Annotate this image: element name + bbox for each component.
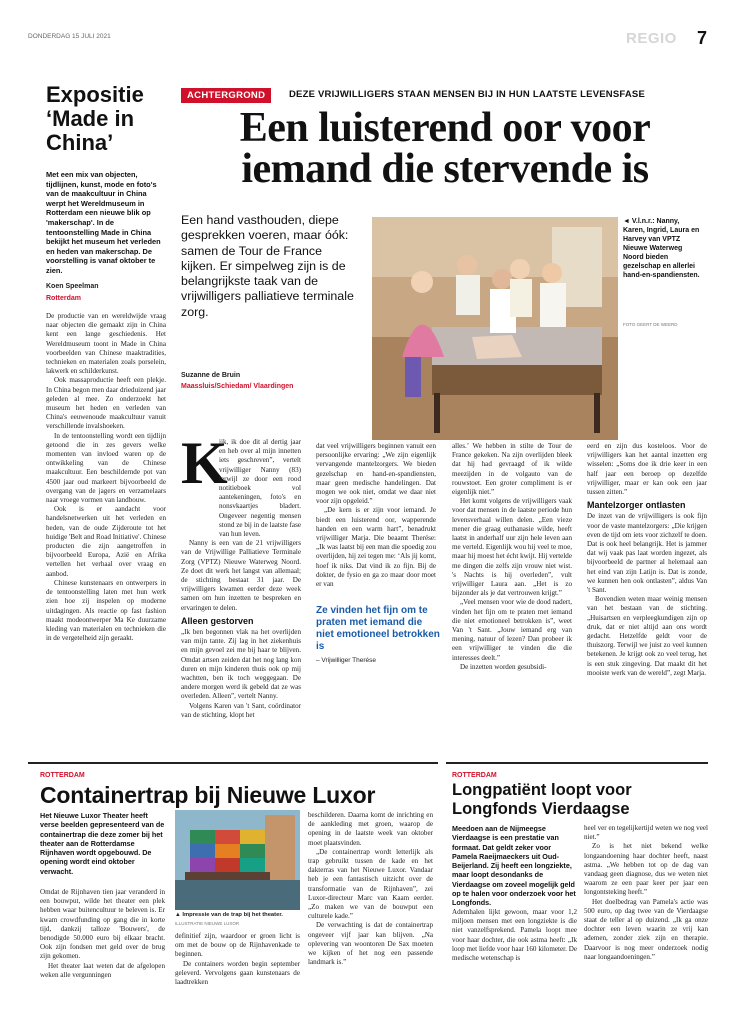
- luxor-paragraph: „De containertrap wordt letterlijk als trap gebruikt tussen de kade en het dakterras van het Nieuwe Luxor. Vandaar heb je een fantastisch uitzicht over de transformatie van de Rijnhaven”, zei Luxor-directeur Marc van Kaam eerder. „Zo maken we van de bouwput een culturele kade.”: [308, 847, 433, 921]
- photo-caption: ◄ V.l.n.r.: Nanny, Karen, Ingrid, Laura en Harvey van VPTZ Nieuwe Waterweg Noord bieden gezelschap en allerlei hand-en-spandiensten.: [623, 218, 700, 279]
- article-paragraph: Het komt volgens de vrijwilligers vaak voor dat mensen in de laatste periode hun levensverhaal willen delen. „Een vieze mener die graag euthanasie wilde, heeft laatst in anderhalf uur zijn hele leven aan me verteld. Eigenlijk wou hij veel te moe, maar hij moest het écht kwijt. Hij vertelde me dingen die zelfs zijn vrouw niet wist. 's Nachts is hij overleden”, vult vrijwilliger Laura aan. „Het is zo bijzonder als je dat vertrouwen krijgt.”: [452, 497, 572, 598]
- longfonds-paragraph: Zo is het niet bekend welke longaandoening haar dochter heeft, naast astma. „We hebben tot op de dag van vandaag geen diagnose, dus we weten niet waarom ze een paar keer per jaar een longontsteking heeft.”: [584, 842, 708, 897]
- container-stairs-illustration: [175, 810, 300, 910]
- luxor-paragraph: De containers worden begin september geleverd. Vervolgens gaan kunstenaars de laadtrekken: [175, 959, 300, 987]
- article-paragraph: „Ik ben begonnen vlak na het overlijden van mijn tante. Zij lag in het ziekenhuis en mijn gevoel zei me bij haar te blijven. Omdat artsen zeiden dat het nog lang kon duren en mijn kinderen thuis ook op mij wachtten, ben ik toch weggegaan. De andere morgen werd ik gebeld dat ze was overleden. Alleen”, vertelt Nanny.: [181, 628, 301, 701]
- article-paragraph: dat veel vrijwilligers beginnen vanuit een persoonlijke ervaring: „We zijn eigenlijk vervangende mantelzorgers. We bieden gezelschap en hand-en-spandiensten, maar geen medische handelingen. Dat mogen we ook niet, omdat we daar niet voor zijn opgeleid.”: [316, 442, 436, 506]
- article-paragraph: De inzetten worden gesubsidi-: [460, 662, 547, 671]
- luxor-caption: [175, 912, 300, 928]
- article-intro: Een hand vasthouden, diepe gesprekken voeren, maar óók: samen de Tour de France kijken. Er simpelweg zijn is de belangrijkste taak van de vrijwilligers palliatieve terminale zorg.: [181, 213, 354, 319]
- luxor-paragraph: definitief zijn, waardoor er groen licht is om met de bouw op de Rijnhavenkade te beginnen.: [175, 932, 300, 959]
- expositie-author: Koen Speelman: [46, 283, 99, 290]
- article-photo: [372, 217, 618, 440]
- luxor-paragraph: beschilderen. Daarna komt de inrichting en de aankleding met groen, waarop de opening in de laatste week van oktober moet plaatsvinden.: [308, 811, 433, 847]
- longfonds-paragraph: Ademhalen lijkt gewoon, maar voor 1,2 miljoen mensen met een longziekte is die niet vanzelfsprekend. Pamela loopt mee voor haar dochter, die ook astma heeft: „Ik loop met liefde voor haar 160 kilometer. De medische wetenschap is: [452, 908, 577, 963]
- article-paragraph: Bovendien weten maar weinig mensen van het bestaan van de stichting. „Huisartsen en verpleegkundigen zijn op druk, dat er niet altijd aan ons wordt gedacht. Hetzelfde geldt voor de thuiszorg. Terwijl we juist zo veel kunnen betekenen. Je krijgt ook zo veel terug, het is een stuk zingeving. Dat maakt dit het mooiste werk van de wereld”, zegt Marja.: [587, 595, 707, 677]
- pull-quote: [316, 605, 441, 664]
- longfonds-paragraph: heel ver en tegelijkertijd weten we nog veel niet.”: [584, 824, 708, 842]
- article-category-tag: ACHTERGROND: [181, 88, 271, 103]
- article-column-4: [587, 442, 707, 678]
- longfonds-column-1: [452, 908, 577, 963]
- article-paragraph: De inzet van de vrijwilligers is ook fijn voor de vaste mantelzorgers: „Die krijgen even de tijd om iets voor zichzelf te doen. Dat is ook heel belangrijk. Het is jammer dat wij vaak pas laat worden ingezet, als bijvoorbeeld de partner al helemaal aan het eind van zijn Latijn is. Dat is zonde, we kunnen hen ook ontlasten”, aldus Van 't Sant.: [587, 512, 707, 595]
- longfonds-location: ROTTERDAM: [452, 772, 497, 779]
- luxor-paragraph: De verwachting is dat de containertrap ongeveer vijf jaar kan blijven. „Na oplevering van woontoren De Sax moeten we kijken of het nog een passende landmark is.”: [308, 921, 433, 967]
- section-divider: [28, 762, 438, 764]
- article-column-3: [452, 442, 572, 672]
- pull-quote-source: – Vrijwilliger Therése: [316, 657, 376, 664]
- longfonds-intro: Meedoen aan de Nijmeegse Vierdaagse is een prestatie van formaat. Dat geldt zeker voor Pamela Raeijmaeckers uit Oud-Beijerland. Zij heeft een longziekte, maar loopt desondanks de Vierdaagse om zoveel mogelijk geld op te halen voor onderzoek voor het Longfonds.: [452, 824, 576, 908]
- section-divider: [446, 762, 708, 764]
- article-paragraph: eerd en zijn dus kosteloos. Voor de vrijwilligers kan het aantal inzetten erg wisselen: „Soms doe ik drie keer in een half jaar een beroep op dezelfde vrijwilliger, maar er kan ook een jaar tussen zitten.”: [587, 442, 707, 497]
- luxor-caption-text: ▲ Impressie van de trap bij het theater.: [175, 912, 283, 918]
- volunteers-photo-illustration: [372, 217, 618, 440]
- expositie-paragraph: In de tentoonstelling wordt een tijdlijn getoond die in zes gevers welke momenten van invloed waren op de ontwikkeling van de Chinese maakcultuur. Een beschildernde pot van 4500 jaar oud markeert bijvoorbeeld de overgang van de jagers en verzamelaars naar vroege vormen van landbouw.: [46, 431, 166, 505]
- luxor-illustration: [175, 810, 300, 910]
- luxor-intro: Het Nieuwe Luxor Theater heeft verse beelden gepresenteerd van de containertrap die deze zomer bij het theater aan de Rotterdamse Rijnhaven wordt opgebouwd. De opening wordt eind oktober verwacht.: [40, 811, 165, 876]
- longfonds-paragraph: Het doelbedrag van Pamela's actie was 500 euro, op dag twee van de Vierdaagse staat de teller al op duizend. „Ik ga onze dochter een leven waarin ze vrij kan ademen, zonder ziek zijn en therapie. Daarvoor is nog meer onderzoek nodig naar longaandoeningen.”: [584, 897, 708, 961]
- section-label: REGIO: [626, 30, 677, 47]
- article-subheading: Alleen gestorven: [181, 615, 254, 626]
- article-paragraph: ijk, ik doe dit al dertig jaar en heb over al mijn innetten iets geschreven”, vertelt vrijwilliger Nanny (83) terwijl ze door een rood notitieboek vol aantekeningen, foto's en nonsvkaartjes bladert. Ongeveer negentig mensen stond ze bij in de laatste fase van hun leven.: [219, 438, 301, 539]
- expositie-paragraph: Ook is er aandacht voor handelsnetwerken uit het verleden en heden, van de oude Zijderoute tot het huidige 'Belt and Road Initiative'. Chinese producten die zijn aangetroffen in bijvoorbeeld Europa, Azië en Afrika vertellen het verhaal over vraag en aanbod.: [46, 505, 166, 578]
- article-kicker: DEZE VRIJWILLIGERS STAAN MENSEN BIJ IN HUN LAATSTE LEVENSFASE: [289, 89, 645, 100]
- article-paragraph: Nanny is een van de 21 vrijwilligers van de Vrijwillige Palliatieve Terminale Zorg (VPTZ) Nieuwe Waterweg Noord. Ze doet dit werk het langst van allemaal; de stichting bestaat 31 jaar. De vrijwilligers kwamen eerder deze week samen om hun inzetten te bespreken en ervaringen te delen.: [181, 539, 301, 612]
- article-column-2: [316, 442, 436, 589]
- article-location: Maassluis/Schiedam/ Vlaardingen: [181, 383, 294, 390]
- article-column-1: [181, 430, 301, 720]
- article-paragraph: „Veel mensen voor wie de dood nadert, vinden het fijn om te praten met iemand die niet emotioneel betrokken is”, weet Van 't Sant. „Jouw iemand erg van mening, natuur of lezen? Dan probeer ik een vrijwilliger te vinden die die interesses deelt.”: [452, 598, 572, 662]
- headline-line: Een luisterend oor voor: [239, 105, 651, 151]
- longfonds-headline: Longpatiënt loopt voor Longfonds Vierdaagse: [452, 781, 632, 818]
- pull-quote-text: Ze vinden het fijn om te praten met iemand die niet emotioneel betrokken is: [316, 605, 440, 652]
- expositie-paragraph: Chinese kunstenaars en ontwerpers in de tentoonstelling laten met hun werk zien hoe zij inspelen op moderne uitdagingen. Als reactie op fast fashion maakt modeontwerper Ma Ke duurzame kleding van materialen en technieken die in de vergetelheid zijn geraakt.: [46, 578, 166, 643]
- article-headline: [175, 105, 715, 192]
- photo-credit: FOTO GEERT DE WEERD: [623, 322, 678, 327]
- luxor-column-3: [308, 811, 433, 967]
- article-subheading: Mantelzorger ontlasten: [587, 500, 686, 511]
- expositie-paragraph: Ook massaproductie heeft een plekje. In China begon men daar drieduizend jaar geleden al mee. Zo onderzoekt het museum het heden en verleden van China's eeuwenoude maakcultuur vanuit verschillende invalshoeken.: [46, 376, 166, 431]
- article-author: Suzanne de Bruin: [181, 372, 241, 379]
- expositie-paragraph: De productie van en wereldwijde vraag naar objecten die gemaakt zijn in China kent een lange geschiedenis. Het Wereldmuseum toont in Made in China voorbeelden van Chinese maaktradities, technieken en materialen zoals porselein, lakwerk en schilderkunst.: [46, 312, 166, 376]
- luxor-caption-credit: ILLUSTRATIE NIEUWE LUXOR: [175, 920, 240, 926]
- luxor-paragraph: Het theater laat weten dat de afgelopen weken alle vergunningen: [40, 961, 165, 979]
- expositie-intro: Met een mix van objecten, tijdlijnen, kunst, mode en foto's van de maakcultuur in China werpt het Wereldmuseum in Rotterdam een nieuwe blik op 'makerschap'. In de tentoonstelling Made in China bekijkt het museum het verleden en heden van makerschap. De voorstelling is vanaf oktober te zien.: [46, 170, 161, 275]
- page-date: DONDERDAG 15 JULI 2021: [28, 33, 111, 40]
- expositie-location: Rotterdam: [46, 295, 82, 302]
- expositie-title: Expositie ‘Made in China’: [46, 82, 144, 155]
- luxor-column-1: [40, 888, 165, 980]
- headline-line: iemand die stervende is: [241, 146, 649, 192]
- longfonds-column-2: [584, 824, 708, 962]
- article-paragraph: Volgens Karen van 't Sant, coördinator van de stichting, klopt het: [181, 701, 301, 719]
- page-number: 7: [697, 28, 708, 48]
- luxor-paragraph: Omdat de Rijnhaven tien jaar veranderd in een bouwput, wilde het theater een plek hebben waar buitencultuur te beleven is. Er kwam crowdfunding op gang die in korte tijd, dankzij talloze 'Bouwers', de benodigde 50.000 euro bij elkaar bracht. Ook zijn fondsen met geld over de brug zijn gekomen.: [40, 888, 165, 961]
- drop-cap: K: [181, 430, 228, 496]
- expositie-body: [46, 312, 166, 643]
- luxor-location: ROTTERDAM: [40, 772, 85, 779]
- article-paragraph: „De kern is er zijn voor iemand. Je biedt een luisterend oor, wapperende handen en een warm hart”, benadrukt vrijwilliger Marja. Die beaamt Therése: „Ik was laatst bij een man die spoedig zou overlijden, hij zei tegen me: ‘Als jij komt, hoef ik niks. Dat vind ik zo fijn. Bij de dokter, de fysio en ga zo maar door moet er van: [316, 506, 436, 589]
- luxor-headline: Containertrap bij Nieuwe Luxor: [40, 782, 376, 808]
- article-paragraph: alles.’ We hebben in stilte de Tour de France gekeken. Na zijn overlijden bleek dat hij had gevraagd of ik wilde meezijden in de volgauto van de rouwstoet. Een groter compliment is er eigenlijk niet.”: [452, 442, 572, 497]
- luxor-column-2: [175, 932, 300, 987]
